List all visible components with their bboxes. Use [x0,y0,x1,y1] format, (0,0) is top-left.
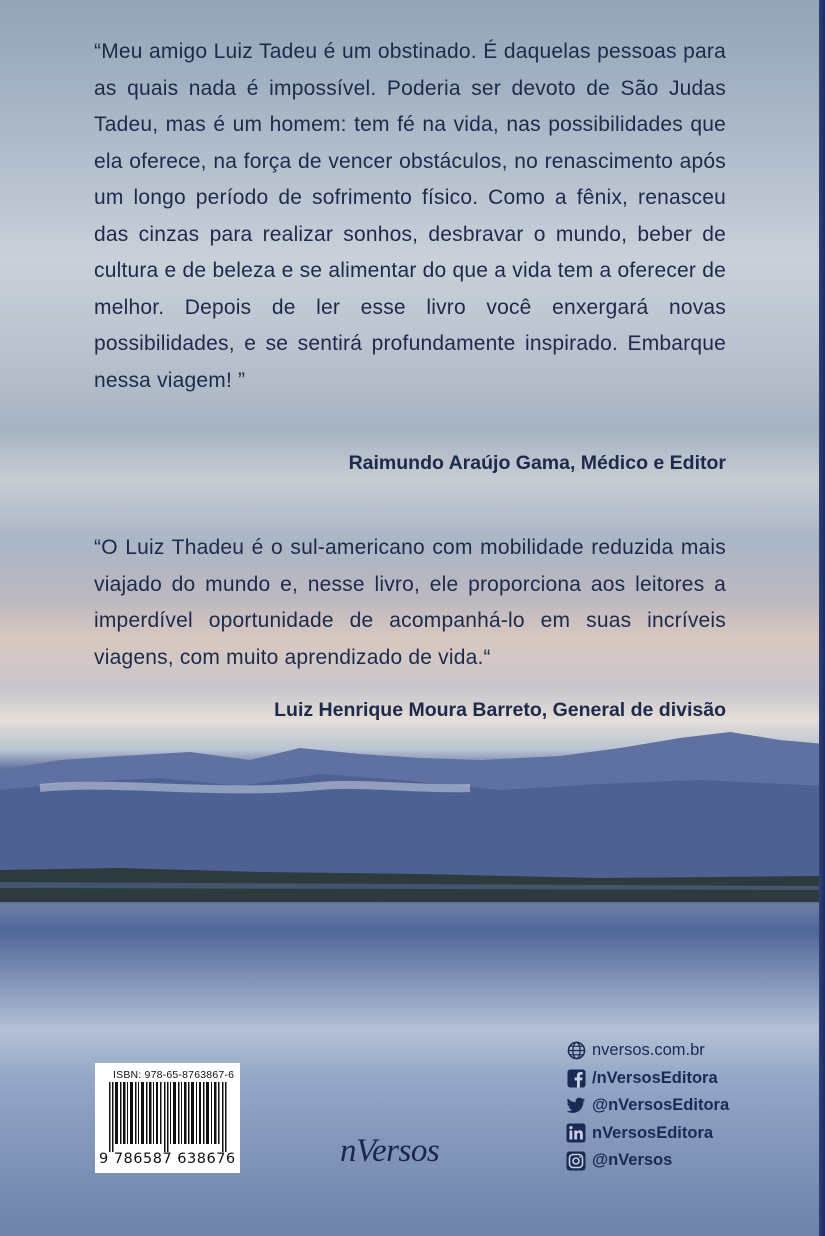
twitter-link[interactable]: @nVersosEditora [592,1096,730,1114]
testimonial-quote-1: “Meu amigo Luiz Tadeu é um obstinado. É daquelas pessoas para as quais nada é impossível. Poderia ser devoto de São Judas Tadeu, mas é um homem: tem fé na vida, nas possibilidades que ela oferece, na força de vencer obstáculos, no renascimento após um longo período de sofrimento físico. Como a fênix, renasceu das cinzas para realizar sonhos, desbravar o mundo, beber de cultura e de beleza e se alimentar do que a vida tem a oferecer de melhor. Depois de ler esse livro você enxergará novas possibilidades, e se sentirá profundamente inspirado. Embarque nessa viagem! ” [94,40,726,392]
linkedin-icon [566,1123,586,1143]
mountain-landscape [0,730,825,910]
publisher-logo: nVersos [340,1133,440,1169]
spine-edge [819,0,825,1236]
testimonial-quote-2: “O Luiz Thadeu é o sul-americano com mobilidade reduzida mais viajado do mundo e, nesse livro, ele proporciona aos leitores a imperdível oportunidade de acompanhá-lo em suas incríveis viagens, com muito aprendizado de vida.“ [94,536,726,669]
social-linkedin[interactable] [566,1120,729,1147]
social-facebook[interactable] [566,1065,729,1092]
barcode-bars [109,1082,227,1152]
facebook-link[interactable]: /nVersosEditora [592,1068,718,1087]
barcode-digits: 9 786587 638676 [99,1151,236,1167]
linkedin-link[interactable]: nVersosEditora [592,1123,714,1142]
facebook-icon [566,1068,586,1088]
testimonial-author-2: Luiz Henrique Moura Barreto, General de divisão [274,699,726,721]
instagram-icon [566,1151,586,1171]
isbn-barcode [95,1063,240,1173]
isbn-label: ISBN: 978-65-8763867-6 [113,1069,235,1081]
website-link[interactable]: nversos.com.br [592,1041,705,1059]
twitter-icon [566,1096,586,1116]
testimonial-author-1: Raimundo Araújo Gama, Médico e Editor [348,452,726,474]
instagram-link[interactable]: @nVersos [592,1151,673,1169]
globe-icon [566,1041,586,1061]
social-links [566,1037,729,1175]
social-instagram[interactable] [566,1147,729,1174]
social-twitter[interactable] [566,1092,729,1119]
social-website[interactable] [566,1037,729,1064]
